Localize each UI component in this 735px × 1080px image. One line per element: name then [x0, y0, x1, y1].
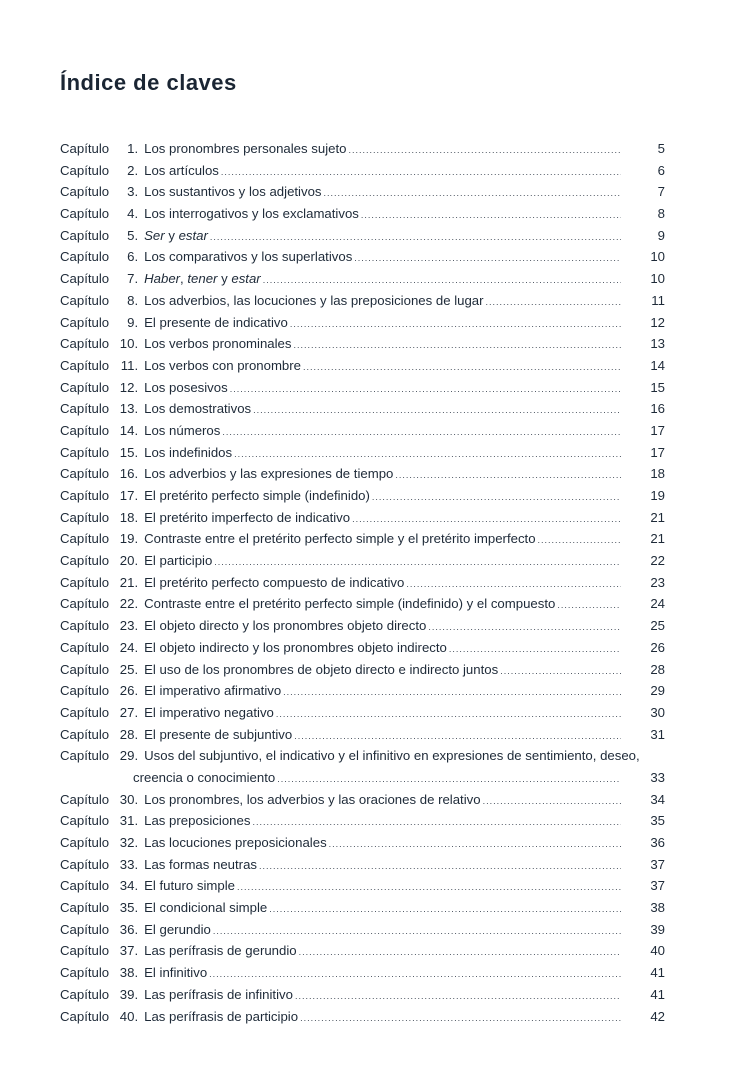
chapter-label: Capítulo [60, 184, 110, 200]
dot-leader [277, 769, 621, 791]
chapter-title: Los adverbios y las expresiones de tiempo [144, 466, 394, 482]
chapter-number: 18. [119, 509, 139, 525]
chapter-number: 2. [127, 162, 139, 178]
chapter-title: El pretérito imperfecto de indicativo [144, 509, 351, 525]
page-number: 19 [650, 488, 665, 503]
page-number: 37 [650, 856, 665, 872]
dot-leader [290, 314, 621, 336]
chapter-title [144, 225, 208, 247]
toc-entry[interactable] [60, 702, 665, 724]
dot-leader [324, 183, 621, 205]
chapter-title: Los interrogativos y los exclamativos [144, 206, 359, 222]
chapter-label: Capítulo [60, 531, 110, 547]
toc-entry[interactable] [60, 507, 665, 529]
chapter-title-continued: creencia o conocimiento [133, 769, 276, 785]
toc-entry[interactable] [60, 463, 665, 485]
chapter-title: Los pronombres personales sujeto [144, 141, 347, 156]
toc-entry[interactable] [60, 593, 665, 615]
page-number: 15 [650, 379, 665, 395]
dot-leader [329, 834, 621, 856]
page-number: 35 [650, 813, 665, 829]
chapter-number: 35. [119, 900, 139, 916]
chapter-title-part: y [217, 271, 232, 287]
chapter-title: El presente de indicativo [144, 314, 288, 330]
chapter-label: Capítulo [60, 401, 110, 417]
chapter-number: 13. [119, 401, 139, 417]
chapter-number: 36. [119, 921, 139, 937]
page-number: 21 [650, 531, 665, 547]
page-number: 31 [650, 726, 665, 742]
chapter-title: Los adverbios, las locuciones y las preposiciones de lugar [144, 292, 484, 308]
chapter-title: El uso de los pronombres de objeto directo e indirecto juntos [144, 661, 499, 677]
chapter-number: 7. [127, 271, 139, 287]
toc-entry[interactable] [60, 875, 665, 897]
toc-entry[interactable] [60, 333, 665, 355]
page-number: 38 [650, 900, 665, 916]
chapter-label: Capítulo [60, 835, 110, 851]
toc-entry[interactable] [60, 312, 665, 334]
page-number: 5 [657, 141, 665, 156]
chapter-number: 38. [119, 965, 139, 981]
chapter-number: 37. [119, 943, 139, 959]
toc-entry-line [60, 745, 665, 767]
page-number: 41 [650, 965, 665, 981]
chapter-number: 21. [119, 574, 139, 590]
dot-leader [449, 639, 621, 661]
chapter-label: Capítulo [60, 791, 110, 807]
dot-leader [538, 530, 621, 552]
chapter-number: 10. [119, 336, 139, 352]
toc-entry[interactable] [60, 398, 665, 420]
chapter-label: Capítulo [60, 357, 110, 373]
chapter-label: Capítulo [60, 336, 110, 352]
chapter-number: 23. [119, 618, 139, 634]
chapter-title: El imperativo afirmativo [144, 683, 282, 699]
chapter-label: Capítulo [60, 422, 110, 438]
chapter-title: Los números [144, 422, 221, 438]
toc-entry[interactable] [60, 1006, 665, 1028]
toc-entry[interactable] [60, 962, 665, 984]
chapter-label: Capítulo [60, 596, 110, 612]
chapter-label: Capítulo [60, 748, 110, 764]
chapter-title: El infinitivo [144, 965, 208, 981]
chapter-title: Contraste entre el pretérito perfecto simple (indefinido) y el compuesto [144, 596, 556, 612]
page-number: 37 [650, 878, 665, 894]
page-number: 17 [650, 444, 665, 460]
chapter-number: 29. [119, 748, 139, 764]
chapter-title: El objeto indirecto y los pronombres objeto indirecto [144, 639, 447, 655]
toc-entry-line [60, 767, 665, 789]
chapter-title-italic: Ser [144, 227, 165, 243]
page-number: 41 [650, 986, 665, 1002]
chapter-label: Capítulo [60, 1008, 110, 1024]
chapter-label: Capítulo [60, 553, 110, 569]
chapter-title: Los artículos [144, 162, 219, 178]
dot-leader [372, 487, 621, 509]
dot-leader [214, 552, 621, 574]
page-number: 24 [650, 596, 665, 612]
chapter-number: 32. [119, 835, 139, 851]
chapter-title: Usos del subjuntivo, el indicativo y el infinitivo en expresiones de sentimiento, deseo, [144, 748, 640, 764]
chapter-label: Capítulo [60, 878, 110, 894]
page-number: 33 [650, 769, 665, 785]
chapter-number: 19. [119, 531, 139, 547]
toc-entry[interactable] [60, 984, 665, 1006]
page-number: 12 [650, 314, 665, 330]
toc-entry[interactable] [60, 246, 665, 268]
chapter-label: Capítulo [60, 249, 110, 265]
dot-leader [209, 964, 621, 986]
dot-leader [428, 617, 621, 639]
page-title: Índice de claves [60, 70, 237, 95]
chapter-number: 39. [119, 986, 139, 1002]
toc-entry[interactable] [60, 637, 665, 659]
page-number: 10 [650, 249, 665, 265]
chapter-label: Capítulo [60, 965, 110, 981]
chapter-number: 8. [127, 292, 139, 308]
page-number: 6 [657, 162, 665, 178]
toc-entry[interactable] [60, 680, 665, 702]
chapter-title: El gerundio [144, 921, 211, 937]
chapter-title: El pretérito perfecto simple (indefinido) [144, 488, 370, 503]
chapter-title-italic: estar [178, 227, 208, 243]
chapter-title-italic: Haber [144, 271, 181, 287]
page-number: 7 [657, 184, 665, 200]
dot-leader [263, 270, 621, 292]
dot-leader [269, 899, 621, 921]
chapter-title: Los sustantivos y los adjetivos [144, 184, 322, 200]
page-number: 36 [650, 835, 665, 851]
dot-leader [395, 465, 621, 487]
page-number: 34 [650, 791, 665, 807]
chapter-label: Capítulo [60, 618, 110, 634]
page-number: 11 [651, 292, 665, 308]
chapter-label: Capítulo [60, 900, 110, 916]
chapter-title: Los indefinidos [144, 444, 233, 460]
toc-entry[interactable] [60, 854, 665, 876]
chapter-label: Capítulo [60, 141, 110, 156]
chapter-number: 25. [119, 661, 139, 677]
chapter-number: 30. [119, 791, 139, 807]
chapter-title-italic: tener [187, 271, 218, 287]
toc-entry[interactable] [60, 138, 665, 160]
chapter-label: Capítulo [60, 813, 110, 829]
chapter-title-italic: estar [231, 271, 261, 287]
dot-leader [500, 661, 621, 683]
page-number: 18 [650, 466, 665, 482]
page-number: 8 [657, 206, 665, 222]
chapter-title: El participio [144, 553, 213, 569]
toc-entry[interactable] [60, 940, 665, 962]
chapter-label: Capítulo [60, 509, 110, 525]
dot-leader [483, 791, 621, 813]
chapter-title: Los verbos con pronombre [144, 357, 301, 373]
table-of-contents [60, 138, 665, 1027]
toc-entry[interactable] [60, 442, 665, 464]
chapter-title: Las perífrasis de infinitivo [144, 986, 293, 1002]
dot-leader [486, 292, 621, 314]
chapter-title: El imperativo negativo [144, 704, 274, 720]
dot-leader [252, 812, 621, 834]
dot-leader [348, 140, 621, 162]
chapter-number: 26. [119, 683, 139, 699]
chapter-number: 24. [119, 639, 139, 655]
toc-entry[interactable] [60, 615, 665, 637]
chapter-title: Las formas neutras [144, 856, 258, 872]
toc-entry[interactable] [60, 724, 665, 746]
chapter-number: 1. [127, 141, 139, 156]
chapter-title: Los verbos pronominales [144, 336, 292, 352]
chapter-number: 22. [119, 596, 139, 612]
page-number: 13 [650, 336, 665, 352]
chapter-title: Las perífrasis de gerundio [144, 943, 297, 959]
chapter-label: Capítulo [60, 314, 110, 330]
toc-entry[interactable] [60, 745, 665, 788]
chapter-label: Capítulo [60, 227, 110, 243]
dot-leader [259, 856, 621, 878]
chapter-number: 4. [127, 206, 139, 222]
toc-entry[interactable] [60, 572, 665, 594]
page-number: 16 [650, 401, 665, 417]
dot-leader [352, 509, 621, 531]
toc-entry[interactable] [60, 181, 665, 203]
chapter-label: Capítulo [60, 986, 110, 1002]
chapter-number: 28. [119, 726, 139, 742]
toc-entry[interactable] [60, 203, 665, 225]
toc-entry[interactable] [60, 789, 665, 811]
chapter-number: 31. [119, 813, 139, 829]
toc-entry[interactable] [60, 810, 665, 832]
page-number: 40 [650, 943, 665, 959]
page-number: 22 [650, 553, 665, 569]
page-number: 25 [650, 618, 665, 634]
dot-leader [237, 877, 621, 899]
chapter-label: Capítulo [60, 574, 110, 590]
chapter-number: 12. [119, 379, 139, 395]
chapter-label: Capítulo [60, 639, 110, 655]
dot-leader [210, 227, 621, 249]
toc-entry[interactable] [60, 897, 665, 919]
page-number: 9 [657, 227, 665, 243]
chapter-number: 14. [119, 422, 139, 438]
dot-leader [234, 444, 621, 466]
chapter-title: El condicional simple [144, 900, 268, 916]
chapter-title-part: , [180, 271, 188, 287]
dot-leader [295, 986, 621, 1008]
toc-entry[interactable] [60, 832, 665, 854]
page-number: 29 [650, 683, 665, 699]
chapter-title [144, 268, 261, 290]
chapter-number: 11. [120, 357, 139, 373]
page-number: 21 [650, 509, 665, 525]
toc-entry[interactable] [60, 919, 665, 941]
chapter-label: Capítulo [60, 292, 110, 308]
toc-entry[interactable] [60, 225, 665, 247]
page-number: 17 [650, 422, 665, 438]
dot-leader [557, 595, 621, 617]
dot-leader [276, 704, 621, 726]
chapter-label: Capítulo [60, 444, 110, 460]
chapter-title: Los demostrativos [144, 401, 252, 417]
chapter-number: 16. [119, 466, 139, 482]
dot-leader [222, 422, 621, 444]
chapter-number: 34. [119, 878, 139, 894]
dot-leader [230, 379, 621, 401]
chapter-label: Capítulo [60, 271, 110, 287]
chapter-number: 9. [127, 314, 139, 330]
chapter-title-part: y [164, 227, 179, 243]
toc-entry[interactable] [60, 420, 665, 442]
chapter-title: El objeto directo y los pronombres objeto directo [144, 618, 427, 634]
chapter-number: 15. [119, 444, 139, 460]
toc-entry[interactable] [60, 290, 665, 312]
chapter-number: 33. [119, 856, 139, 872]
toc-entry[interactable] [60, 355, 665, 377]
chapter-label: Capítulo [60, 661, 110, 677]
page-number: 14 [650, 357, 665, 373]
dot-leader [406, 574, 621, 596]
toc-entry[interactable] [60, 485, 665, 507]
chapter-title: Los pronombres, los adverbios y las oraciones de relativo [144, 791, 481, 807]
chapter-label: Capítulo [60, 162, 110, 178]
dot-leader [294, 726, 621, 748]
chapter-label: Capítulo [60, 856, 110, 872]
chapter-number: 17. [119, 488, 139, 503]
dot-leader [221, 162, 621, 184]
dot-leader [303, 357, 621, 379]
dot-leader [354, 248, 621, 270]
page-number: 42 [650, 1008, 665, 1024]
page-number: 23 [650, 574, 665, 590]
chapter-title: El presente de subjuntivo [144, 726, 293, 742]
dot-leader [283, 682, 621, 704]
chapter-label: Capítulo [60, 379, 110, 395]
chapter-number: 6. [127, 249, 139, 265]
chapter-title: El pretérito perfecto compuesto de indicativo [144, 574, 405, 590]
dot-leader [213, 921, 621, 943]
dot-leader [253, 400, 621, 422]
chapter-number: 5. [127, 227, 139, 243]
toc-entry[interactable] [60, 550, 665, 572]
chapter-title: Las perífrasis de participio [144, 1008, 299, 1024]
dot-leader [361, 205, 621, 227]
chapter-title: Las locuciones preposicionales [144, 835, 327, 851]
chapter-label: Capítulo [60, 726, 110, 742]
toc-entry[interactable] [60, 377, 665, 399]
chapter-title: Contraste entre el pretérito perfecto simple y el pretérito imperfecto [144, 531, 536, 547]
page-number: 39 [650, 921, 665, 937]
chapter-number: 3. [127, 184, 139, 200]
page-number: 30 [650, 704, 665, 720]
dot-leader [293, 335, 621, 357]
page-number: 26 [650, 639, 665, 655]
toc-entry[interactable] [60, 268, 665, 290]
toc-entry[interactable] [60, 528, 665, 550]
dot-leader [300, 1008, 621, 1030]
chapter-label: Capítulo [60, 206, 110, 222]
chapter-title: El futuro simple [144, 878, 236, 894]
page-number: 10 [650, 271, 665, 287]
chapter-label: Capítulo [60, 683, 110, 699]
chapter-label: Capítulo [60, 466, 110, 482]
chapter-title: Los comparativos y los superlativos [144, 249, 353, 265]
chapter-number: 40. [119, 1008, 139, 1024]
chapter-label: Capítulo [60, 921, 110, 937]
chapter-label: Capítulo [60, 704, 110, 720]
toc-entry[interactable] [60, 659, 665, 681]
page-number: 28 [650, 661, 665, 677]
chapter-title: Los posesivos [144, 379, 228, 395]
toc-entry[interactable] [60, 160, 665, 182]
chapter-number: 20. [119, 553, 139, 569]
chapter-label: Capítulo [60, 943, 110, 959]
dot-leader [299, 942, 621, 964]
chapter-title: Las preposiciones [144, 813, 251, 829]
chapter-number: 27. [119, 704, 139, 720]
chapter-label: Capítulo [60, 488, 110, 503]
